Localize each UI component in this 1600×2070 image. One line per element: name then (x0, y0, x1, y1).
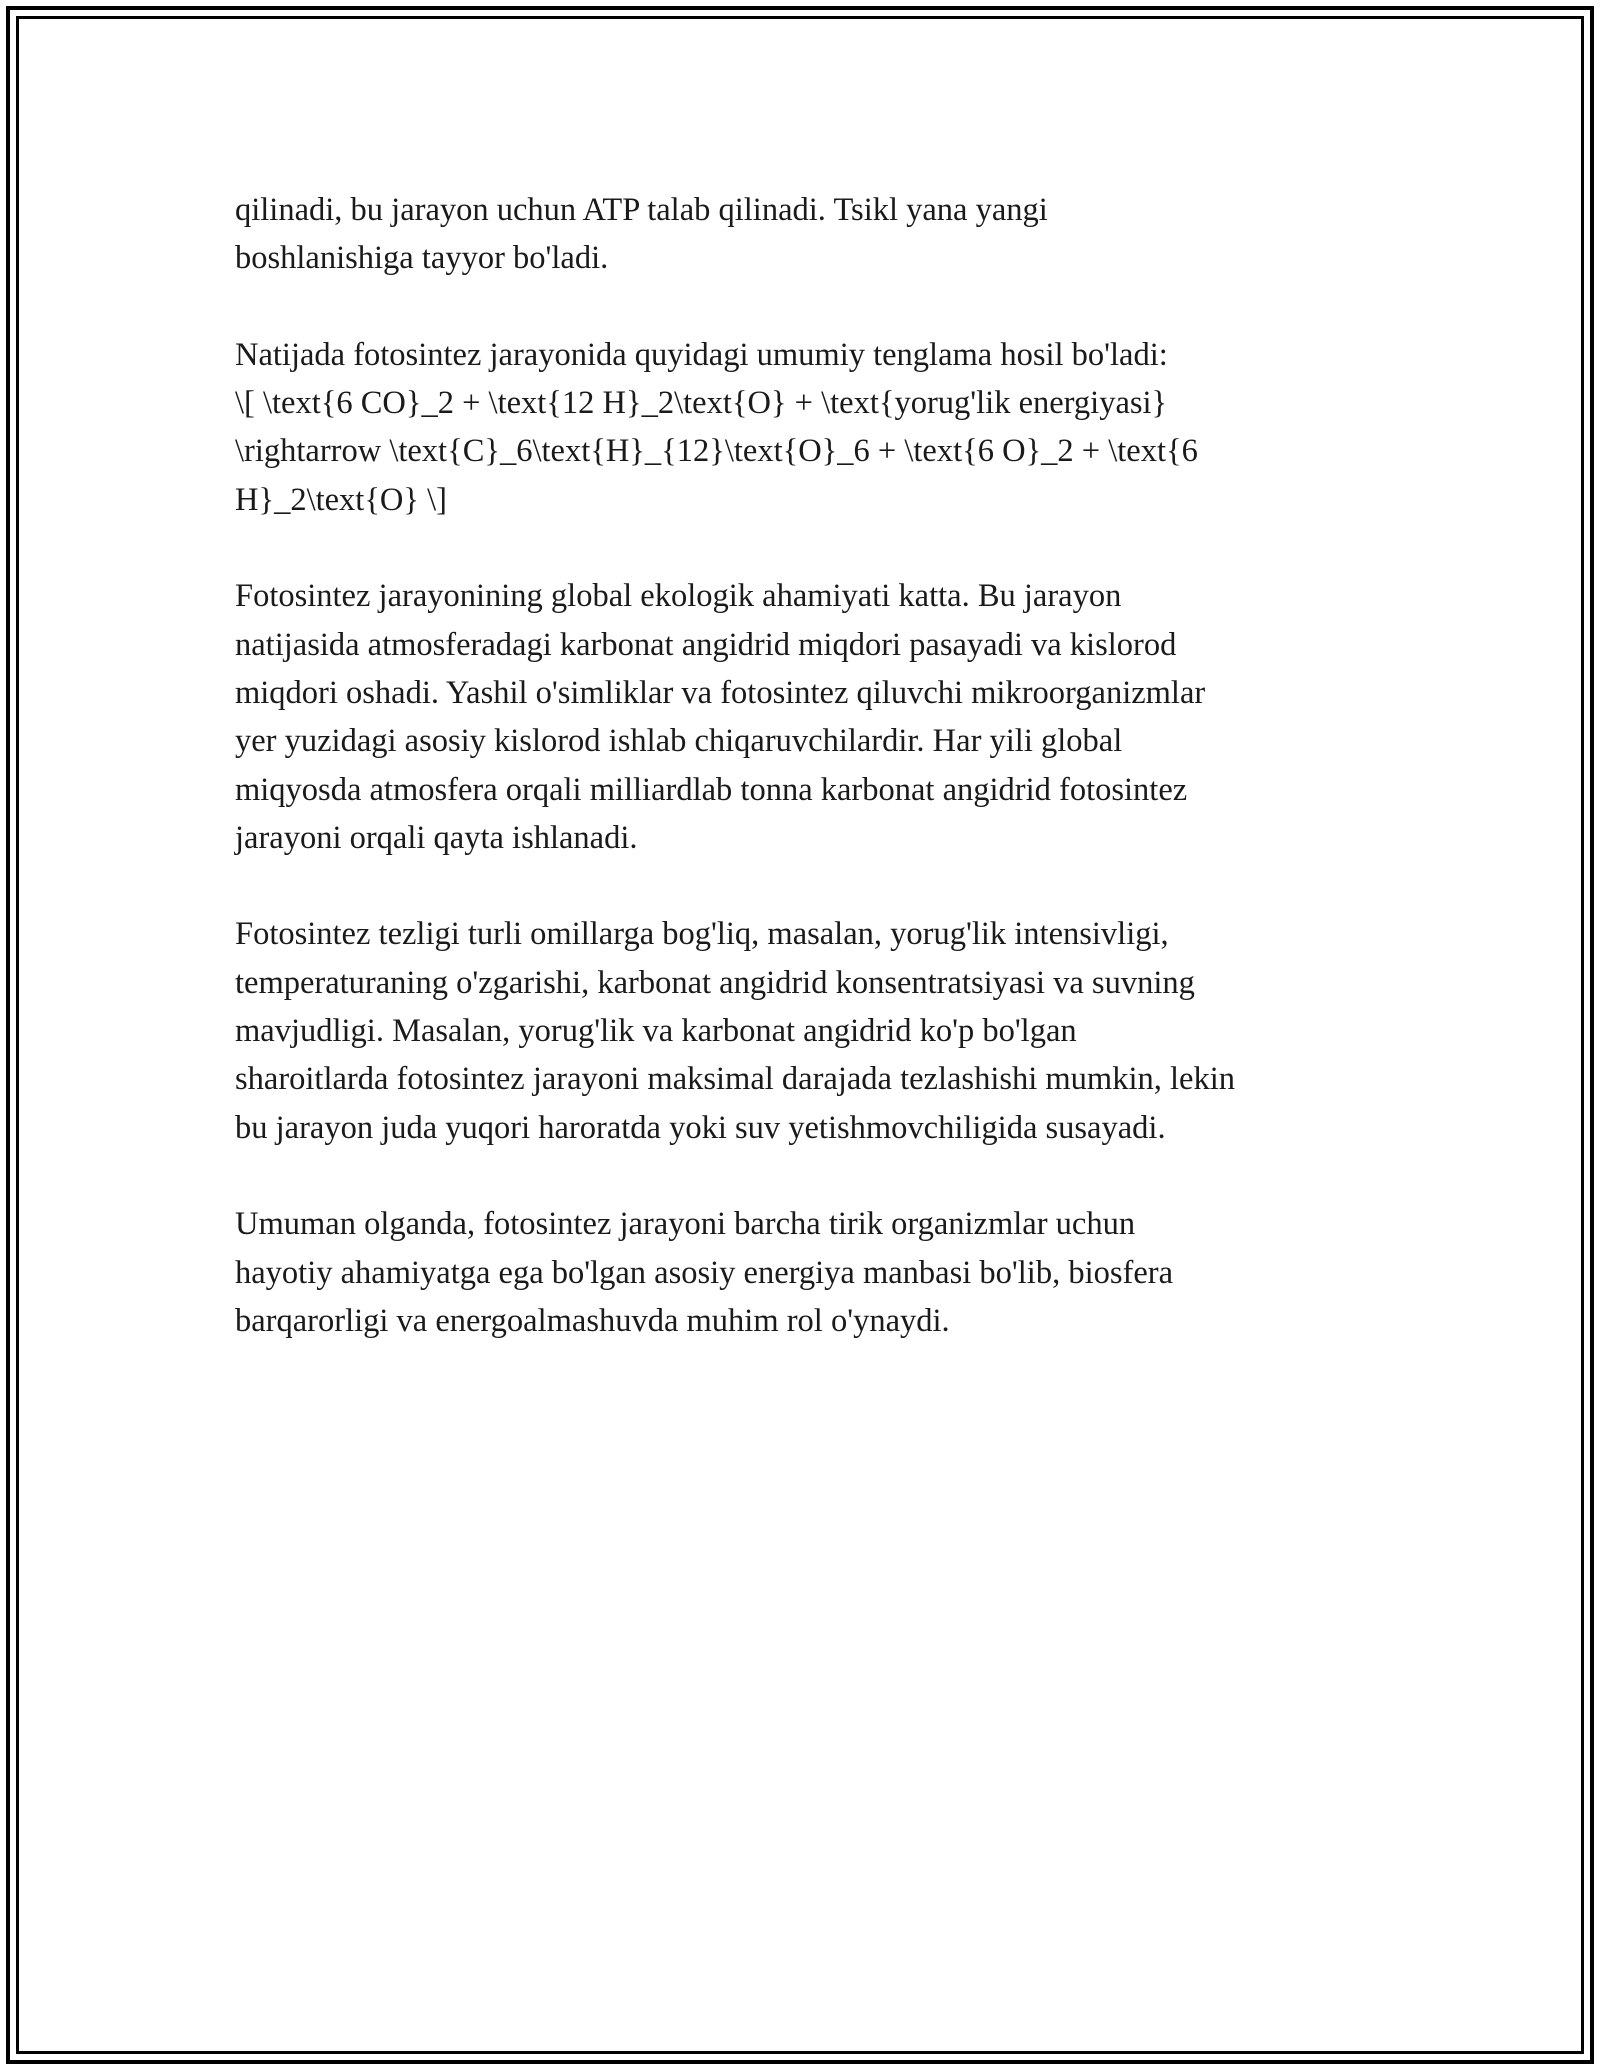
paragraph-rate-factors (235, 910, 1375, 1151)
text-line: Natijada fotosintez jarayonida quyidagi umumiy tenglama hosil bo'ladi: (235, 336, 1168, 373)
text-line: boshlanishiga tayyor bo'ladi. (235, 240, 609, 277)
text-line: barqarorligi va energoalmashuvda muhim rol o'ynaydi. (235, 1302, 950, 1339)
text-line: mavjudligi. Masalan, yorug'lik va karbonat angidrid ko'p bo'lgan (235, 1013, 1077, 1050)
text-line: natijasida atmosferadagi karbonat angidrid miqdori pasayadi va kislorod (235, 626, 1177, 663)
text-line: hayotiy ahamiyatga ega bo'lgan asosiy energiya manbasi bo'lib, biosfera (235, 1254, 1173, 1291)
text-line: Fotosintez jarayonining global ekologik ahamiyati katta. Bu jarayon (235, 578, 1122, 615)
paragraph-equation (235, 331, 1375, 524)
text-line: miqdori oshadi. Yashil o'simliklar va fotosintez qiluvchi mikroorganizmlar (235, 674, 1206, 711)
paragraph-atp-continuation (235, 186, 1375, 283)
text-line: Fotosintez tezligi turli omillarga bog'liq, masalan, yorug'lik intensivligi, (235, 916, 1169, 953)
text-line: bu jarayon juda yuqori haroratda yoki suv yetishmovchiligida susayadi. (235, 1109, 1166, 1146)
text-line: qilinadi, bu jarayon uchun ATP talab qilinadi. Tsikl yana yangi (235, 192, 1048, 228)
text-line: sharoitlarda fotosintez jarayoni maksimal darajada tezlashishi mumkin, lekin (235, 1061, 1235, 1098)
text-line: Umuman olganda, fotosintez jarayoni barcha tirik organizmlar uchun (235, 1206, 1136, 1243)
text-line: yer yuzidagi asosiy kislorod ishlab chiqaruvchilardir. Har yili global (235, 723, 1123, 760)
text-line: miqyosda atmosfera orqali milliardlab tonna karbonat angidrid fotosintez (235, 771, 1188, 808)
paragraph-conclusion (235, 1200, 1375, 1345)
equation-line: H}_2\text{O} \] (235, 481, 447, 518)
text-line: temperaturaning o'zgarishi, karbonat angidrid konsentratsiyasi va suvning (235, 964, 1195, 1001)
text-line: jarayoni orqali qayta ishlanadi. (235, 819, 638, 856)
document-body (235, 186, 1375, 1393)
equation-line: \[ \text{6 CO}_2 + \text{12 H}_2\text{O} + \text{yorug'lik energiyasi} (235, 385, 1168, 422)
paragraph-ecological-significance (235, 572, 1375, 862)
equation-line: \rightarrow \text{C}_6\text{H}_{12}\text{O}_6 + \text{6 O}_2 + \text{6 (235, 433, 1198, 470)
